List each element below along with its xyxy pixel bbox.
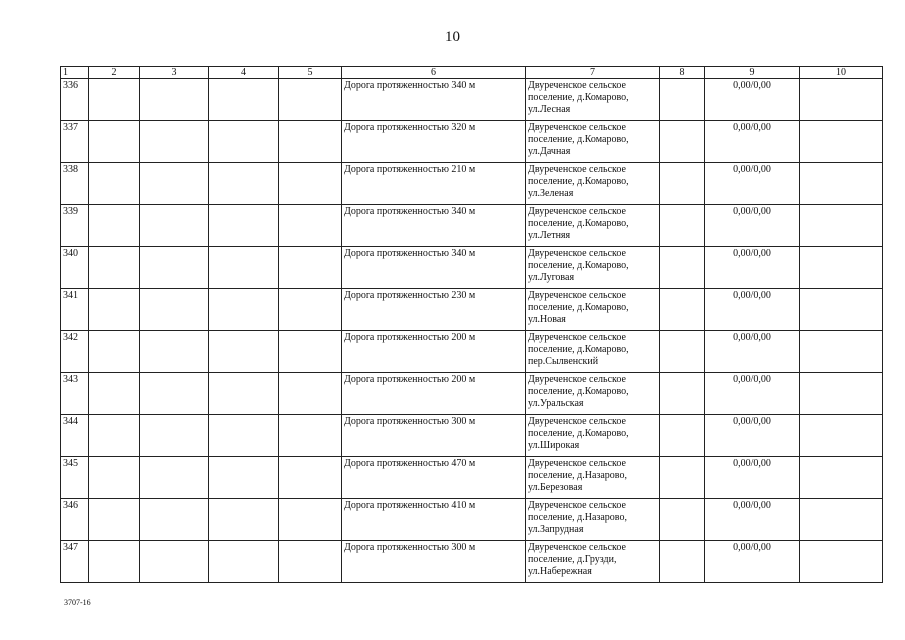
- empty-cell: [209, 415, 279, 457]
- empty-cell: [89, 541, 140, 583]
- empty-cell: [660, 457, 705, 499]
- location-line: поселение, д.Комарово,: [528, 92, 629, 103]
- empty-cell: [800, 289, 883, 331]
- row-number-cell: 346: [61, 499, 89, 541]
- location-line: поселение, д.Комарово,: [528, 176, 629, 187]
- empty-cell: [660, 289, 705, 331]
- object-name-cell: Дорога протяженностью 340 м: [342, 205, 526, 247]
- empty-cell: [660, 415, 705, 457]
- location-cell: [526, 457, 660, 499]
- value-cell: 0,00/0,00: [705, 163, 800, 205]
- value-cell: 0,00/0,00: [705, 289, 800, 331]
- location-line: Двуреченское сельское: [528, 458, 626, 469]
- location-line: Двуреченское сельское: [528, 374, 626, 385]
- empty-cell: [209, 289, 279, 331]
- empty-cell: [279, 247, 342, 289]
- empty-cell: [140, 373, 209, 415]
- location-line: поселение, д.Назарово,: [528, 512, 627, 523]
- value-cell: 0,00/0,00: [705, 205, 800, 247]
- row-number-cell: 337: [61, 121, 89, 163]
- empty-cell: [209, 205, 279, 247]
- table-row: [61, 205, 883, 247]
- empty-cell: [140, 541, 209, 583]
- empty-cell: [800, 541, 883, 583]
- empty-cell: [209, 247, 279, 289]
- table-row: [61, 331, 883, 373]
- row-number-cell: 341: [61, 289, 89, 331]
- location-line: Двуреченское сельское: [528, 542, 626, 553]
- empty-cell: [800, 499, 883, 541]
- value-cell: 0,00/0,00: [705, 331, 800, 373]
- column-header: 8: [660, 67, 705, 79]
- empty-cell: [279, 373, 342, 415]
- object-name-cell: Дорога протяженностью 340 м: [342, 247, 526, 289]
- empty-cell: [89, 331, 140, 373]
- location-line: Двуреченское сельское: [528, 500, 626, 511]
- row-number-cell: 340: [61, 247, 89, 289]
- empty-cell: [279, 163, 342, 205]
- empty-cell: [279, 79, 342, 121]
- location-line: поселение, д.Комарово,: [528, 134, 629, 145]
- location-line: пер.Сылвенский: [528, 356, 599, 367]
- empty-cell: [660, 121, 705, 163]
- location-line: ул.Набережная: [528, 566, 592, 577]
- location-cell: [526, 541, 660, 583]
- location-line: ул.Запрудная: [528, 524, 584, 535]
- location-line: Двуреченское сельское: [528, 80, 626, 91]
- object-name-cell: Дорога протяженностью 200 м: [342, 331, 526, 373]
- location-cell: [526, 373, 660, 415]
- table-row: [61, 499, 883, 541]
- location-line: Двуреченское сельское: [528, 290, 626, 301]
- value-cell: 0,00/0,00: [705, 121, 800, 163]
- empty-cell: [89, 457, 140, 499]
- location-line: поселение, д.Комарово,: [528, 344, 629, 355]
- location-line: Двуреченское сельское: [528, 416, 626, 427]
- table-row: [61, 415, 883, 457]
- location-cell: [526, 121, 660, 163]
- empty-cell: [279, 205, 342, 247]
- row-number-cell: 344: [61, 415, 89, 457]
- location-cell: [526, 415, 660, 457]
- empty-cell: [800, 121, 883, 163]
- object-name-cell: Дорога протяженностью 470 м: [342, 457, 526, 499]
- empty-cell: [660, 331, 705, 373]
- table-row: [61, 457, 883, 499]
- object-name-cell: Дорога протяженностью 230 м: [342, 289, 526, 331]
- column-header: 1: [61, 67, 89, 79]
- table-row: [61, 541, 883, 583]
- location-line: поселение, д.Комарово,: [528, 302, 629, 313]
- value-cell: 0,00/0,00: [705, 247, 800, 289]
- empty-cell: [140, 415, 209, 457]
- empty-cell: [140, 121, 209, 163]
- location-line: поселение, д.Назарово,: [528, 470, 627, 481]
- location-cell: [526, 499, 660, 541]
- row-number-cell: 345: [61, 457, 89, 499]
- object-name-cell: Дорога протяженностью 300 м: [342, 415, 526, 457]
- column-header: 9: [705, 67, 800, 79]
- location-line: ул.Луговая: [528, 272, 575, 283]
- location-line: Двуреченское сельское: [528, 206, 626, 217]
- empty-cell: [279, 331, 342, 373]
- location-line: Двуреченское сельское: [528, 164, 626, 175]
- location-line: поселение, д.Комарово,: [528, 218, 629, 229]
- empty-cell: [140, 499, 209, 541]
- empty-cell: [279, 541, 342, 583]
- empty-cell: [279, 499, 342, 541]
- location-line: Двуреченское сельское: [528, 248, 626, 259]
- empty-cell: [279, 121, 342, 163]
- object-name-cell: Дорога протяженностью 200 м: [342, 373, 526, 415]
- empty-cell: [279, 415, 342, 457]
- empty-cell: [660, 79, 705, 121]
- property-registry-table: [60, 66, 883, 583]
- object-name-cell: Дорога протяженностью 340 м: [342, 79, 526, 121]
- empty-cell: [660, 541, 705, 583]
- table-body: [61, 79, 883, 583]
- location-line: ул.Широкая: [528, 440, 580, 451]
- row-number-cell: 339: [61, 205, 89, 247]
- column-header: 5: [279, 67, 342, 79]
- row-number-cell: 342: [61, 331, 89, 373]
- location-line: поселение, д.Комарово,: [528, 428, 629, 439]
- empty-cell: [800, 331, 883, 373]
- empty-cell: [800, 457, 883, 499]
- row-number-cell: 336: [61, 79, 89, 121]
- value-cell: 0,00/0,00: [705, 457, 800, 499]
- empty-cell: [89, 205, 140, 247]
- column-number-header-row: [61, 67, 883, 79]
- row-number-cell: 338: [61, 163, 89, 205]
- empty-cell: [89, 373, 140, 415]
- location-cell: [526, 163, 660, 205]
- location-line: ул.Уральская: [528, 398, 584, 409]
- empty-cell: [660, 373, 705, 415]
- column-header: 4: [209, 67, 279, 79]
- empty-cell: [89, 163, 140, 205]
- column-header: 6: [342, 67, 526, 79]
- location-line: поселение, д.Грузди,: [528, 554, 617, 565]
- document-code: 3707-16: [64, 598, 91, 607]
- empty-cell: [89, 247, 140, 289]
- location-line: ул.Зеленая: [528, 188, 574, 199]
- empty-cell: [660, 247, 705, 289]
- empty-cell: [209, 121, 279, 163]
- empty-cell: [800, 373, 883, 415]
- location-cell: [526, 205, 660, 247]
- table-row: [61, 121, 883, 163]
- empty-cell: [89, 289, 140, 331]
- table-row: [61, 163, 883, 205]
- row-number-cell: 347: [61, 541, 89, 583]
- empty-cell: [800, 247, 883, 289]
- empty-cell: [279, 457, 342, 499]
- empty-cell: [660, 499, 705, 541]
- column-header: 10: [800, 67, 883, 79]
- empty-cell: [89, 121, 140, 163]
- location-cell: [526, 247, 660, 289]
- empty-cell: [209, 331, 279, 373]
- table-row: [61, 373, 883, 415]
- empty-cell: [209, 541, 279, 583]
- empty-cell: [209, 499, 279, 541]
- empty-cell: [209, 79, 279, 121]
- object-name-cell: Дорога протяженностью 320 м: [342, 121, 526, 163]
- empty-cell: [279, 289, 342, 331]
- column-header: 3: [140, 67, 209, 79]
- empty-cell: [209, 373, 279, 415]
- location-cell: [526, 79, 660, 121]
- table-row: [61, 289, 883, 331]
- location-line: ул.Летняя: [528, 230, 571, 241]
- object-name-cell: Дорога протяженностью 300 м: [342, 541, 526, 583]
- location-line: ул.Лесная: [528, 104, 571, 115]
- location-line: Двуреченское сельское: [528, 332, 626, 343]
- empty-cell: [800, 163, 883, 205]
- location-line: поселение, д.Комарово,: [528, 386, 629, 397]
- empty-cell: [209, 163, 279, 205]
- location-line: ул.Новая: [528, 314, 566, 325]
- row-number-cell: 343: [61, 373, 89, 415]
- table-row: [61, 79, 883, 121]
- column-header: 7: [526, 67, 660, 79]
- empty-cell: [800, 79, 883, 121]
- empty-cell: [140, 205, 209, 247]
- empty-cell: [660, 163, 705, 205]
- location-cell: [526, 289, 660, 331]
- page-number: 10: [445, 29, 460, 45]
- empty-cell: [800, 205, 883, 247]
- location-cell: [526, 331, 660, 373]
- column-header: 2: [89, 67, 140, 79]
- empty-cell: [140, 457, 209, 499]
- empty-cell: [209, 457, 279, 499]
- value-cell: 0,00/0,00: [705, 415, 800, 457]
- empty-cell: [140, 331, 209, 373]
- empty-cell: [89, 79, 140, 121]
- empty-cell: [660, 205, 705, 247]
- table-row: [61, 247, 883, 289]
- value-cell: 0,00/0,00: [705, 373, 800, 415]
- object-name-cell: Дорога протяженностью 210 м: [342, 163, 526, 205]
- empty-cell: [89, 499, 140, 541]
- value-cell: 0,00/0,00: [705, 79, 800, 121]
- empty-cell: [89, 415, 140, 457]
- value-cell: 0,00/0,00: [705, 499, 800, 541]
- value-cell: 0,00/0,00: [705, 541, 800, 583]
- location-line: поселение, д.Комарово,: [528, 260, 629, 271]
- location-line: ул.Березовая: [528, 482, 583, 493]
- location-line: Двуреченское сельское: [528, 122, 626, 133]
- empty-cell: [140, 247, 209, 289]
- location-line: ул.Дачная: [528, 146, 571, 157]
- object-name-cell: Дорога протяженностью 410 м: [342, 499, 526, 541]
- empty-cell: [140, 79, 209, 121]
- empty-cell: [140, 289, 209, 331]
- empty-cell: [800, 415, 883, 457]
- empty-cell: [140, 163, 209, 205]
